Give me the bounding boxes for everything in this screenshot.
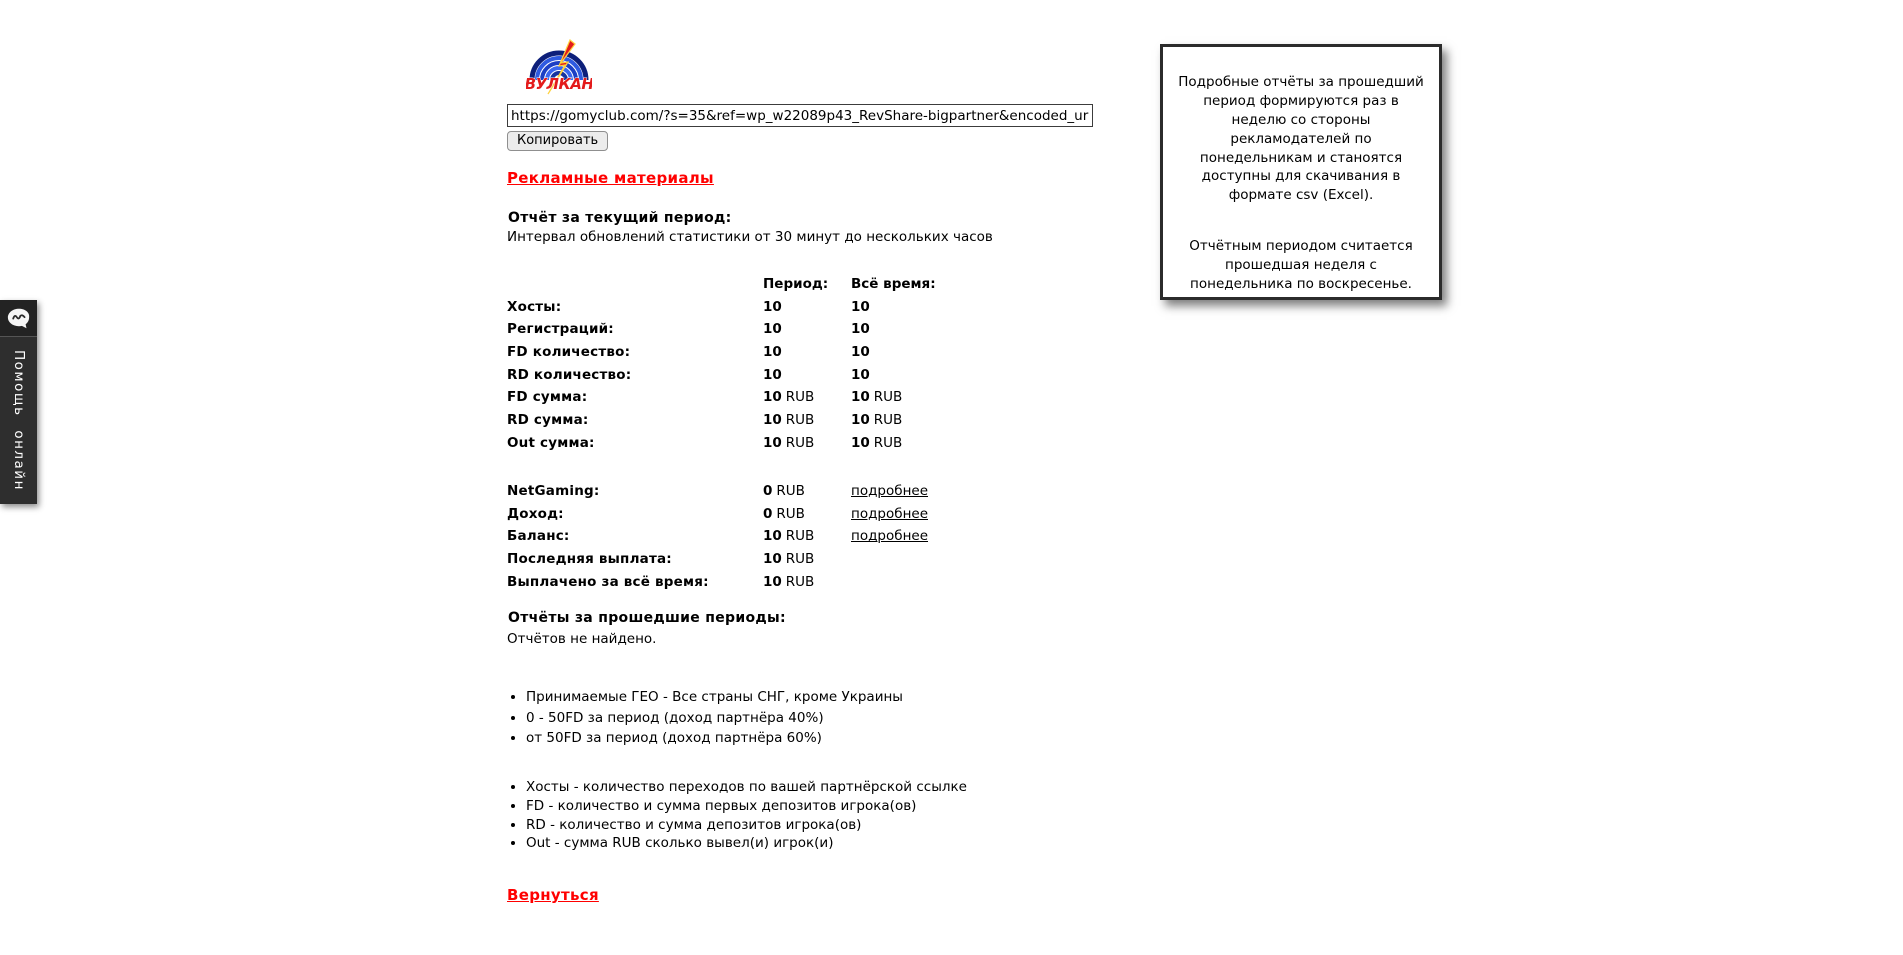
stat-period-registrations — [763, 321, 851, 344]
value: 10 — [763, 366, 782, 383]
unit: RUB — [873, 412, 903, 429]
glossary-list — [507, 778, 967, 853]
help-online-label: Помощь онлайн — [11, 350, 27, 491]
value: 10 — [763, 344, 782, 361]
fin-link-cell — [851, 506, 1001, 529]
stat-label-fd-sum: FD сумма: — [507, 389, 588, 406]
stat-alltime-registrations — [851, 321, 1001, 344]
past-reports-title: Отчёты за прошедшие периоды: — [508, 610, 786, 626]
geo-terms-list — [507, 687, 903, 749]
unit: RUB — [873, 434, 903, 451]
fin-value-balance — [763, 528, 851, 551]
vulkan-logo-text: ВУЛКАН — [526, 75, 592, 93]
value: 0 — [763, 505, 773, 522]
value: 10 — [763, 298, 782, 315]
value: 10 — [763, 389, 782, 406]
fin-value-last-payout — [763, 551, 851, 574]
details-link-netgaming[interactable]: подробнее — [851, 483, 929, 499]
value: 10 — [763, 321, 782, 338]
value: 10 — [763, 434, 782, 451]
fin-value-netgaming — [763, 483, 851, 506]
fin-link-cell — [851, 483, 1001, 506]
info-paragraph-1: Подробные отчёты за прошедший период формируются раз в неделю со стороны рекламодателей по понедельникам и станоятся доступны для скачивания в формате csv (Excel). — [1178, 74, 1424, 204]
value: 10 — [851, 434, 870, 451]
list-item: • от 50FD за период (доход партнёра 60%) — [526, 728, 903, 749]
stat-label-fd-count: FD количество: — [507, 344, 631, 361]
col-header-period: Период: — [763, 276, 829, 292]
vulkan-logo — [526, 36, 592, 98]
fin-label-netgaming: NetGaming: — [507, 483, 600, 499]
stat-alltime-fd-count — [851, 344, 1001, 367]
stat-alltime-fd-sum — [851, 389, 1001, 412]
details-link-income[interactable]: подробнее — [851, 505, 929, 522]
stat-label-rd-sum: RD сумма: — [507, 412, 589, 429]
col-header-alltime: Всё время: — [851, 276, 936, 292]
value: 10 — [763, 412, 782, 429]
copy-button[interactable]: Копировать — [507, 131, 608, 151]
stat-alltime-rd-count — [851, 367, 1001, 390]
stat-period-hosts — [763, 299, 851, 322]
update-interval-note: Интервал обновлений статистики от 30 минут до нескольких часов — [507, 229, 993, 245]
past-reports-empty: Отчётов не найдено. — [507, 631, 657, 647]
fin-link-cell — [851, 574, 1001, 597]
stat-period-out-sum — [763, 435, 851, 458]
info-paragraph-2: Отчётным периодом считается прошедшая неделя с понедельника по воскресенье. — [1189, 238, 1413, 293]
unit: RUB — [785, 389, 815, 406]
fin-label-balance: Баланс: — [507, 528, 570, 545]
fin-label-last-payout: Последняя выплата: — [507, 551, 672, 568]
details-link-balance[interactable]: подробнее — [851, 528, 929, 545]
stat-label-rd-count: RD количество: — [507, 366, 632, 383]
fin-link-cell — [851, 528, 1001, 551]
unit: RUB — [785, 412, 815, 429]
stat-label-registrations: Регистраций: — [507, 321, 614, 338]
stat-label-out-sum: Out сумма: — [507, 434, 595, 451]
value: 10 — [851, 298, 870, 315]
stat-period-fd-sum — [763, 389, 851, 412]
stat-alltime-out-sum — [851, 435, 1001, 458]
stat-period-fd-count — [763, 344, 851, 367]
value: 0 — [763, 483, 773, 499]
unit: RUB — [785, 434, 815, 451]
fin-value-paid-total — [763, 574, 851, 597]
help-online-tab[interactable] — [0, 300, 37, 504]
stats-table — [507, 276, 1001, 458]
unit: RUB — [785, 573, 815, 590]
spacer-cell — [507, 276, 763, 299]
unit: RUB — [785, 551, 815, 568]
value: 10 — [851, 344, 870, 361]
stat-label-hosts: Хосты: — [507, 298, 562, 315]
value: 10 — [851, 389, 870, 406]
value: 10 — [851, 321, 870, 338]
list-item: • Принимаемые ГЕО - Все страны СНГ, кроме Украины — [526, 687, 903, 708]
finance-table — [507, 483, 1001, 596]
value: 10 — [763, 528, 782, 545]
chat-bubble-svg — [7, 308, 31, 329]
referral-url-input[interactable] — [507, 104, 1093, 127]
vulkan-logo-svg — [526, 36, 592, 98]
list-item: • FD - количество и сумма первых депозитов игрока(ов) — [526, 797, 967, 816]
back-link[interactable]: Вернуться — [507, 886, 599, 904]
promo-materials-link[interactable]: Рекламные материалы — [507, 169, 714, 187]
value: 10 — [763, 551, 782, 568]
list-item: • RD - количество и сумма депозитов игрока(ов) — [526, 816, 967, 835]
fin-value-income — [763, 506, 851, 529]
list-item: • 0 - 50FD за период (доход партнёра 40%) — [526, 708, 903, 729]
list-item: • Хосты - количество переходов по вашей партнёрской ссылке — [526, 778, 967, 797]
unit: RUB — [776, 483, 805, 499]
value: 10 — [851, 366, 870, 383]
weekly-reports-info-box — [1160, 44, 1442, 300]
fin-label-income: Доход: — [507, 505, 564, 522]
chat-bubble-icon[interactable] — [0, 300, 37, 337]
stat-period-rd-count — [763, 367, 851, 390]
unit: RUB — [785, 528, 815, 545]
list-item: • Out - сумма RUB сколько вывел(и) игрок(и) — [526, 834, 967, 853]
stat-period-rd-sum — [763, 412, 851, 435]
fin-link-cell — [851, 551, 1001, 574]
stat-alltime-rd-sum — [851, 412, 1001, 435]
unit: RUB — [776, 505, 805, 522]
value: 10 — [851, 412, 870, 429]
unit: RUB — [873, 389, 903, 406]
stat-alltime-hosts — [851, 299, 1001, 322]
current-period-title: Отчёт за текущий период: — [508, 210, 732, 226]
fin-label-paid-total: Выплачено за всё время: — [507, 573, 709, 590]
value: 10 — [763, 573, 782, 590]
